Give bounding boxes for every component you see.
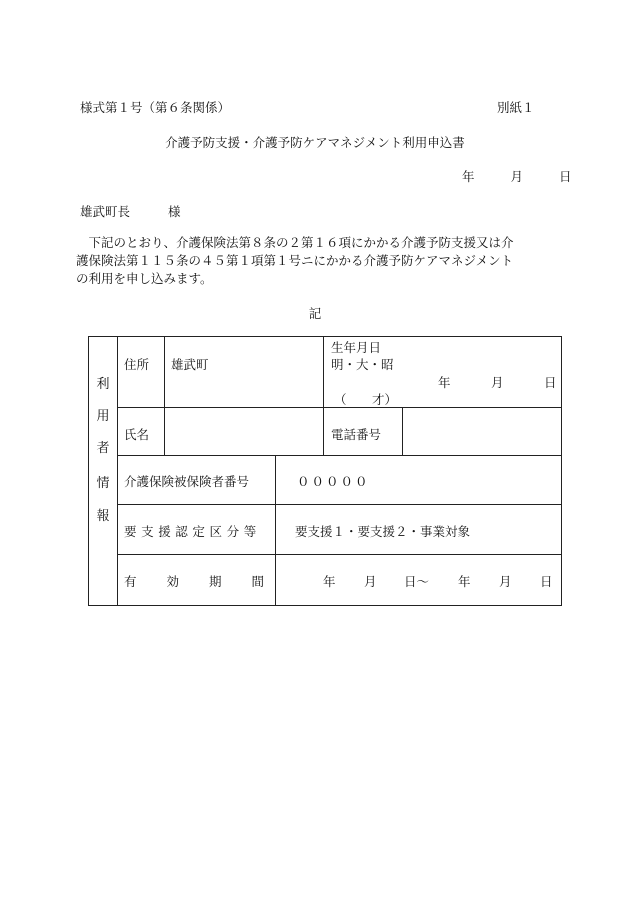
age-open: （ xyxy=(334,392,347,407)
ki-heading: 記 xyxy=(308,306,322,321)
side-label-char: 報 xyxy=(96,509,110,524)
addressee-honorific: 様 xyxy=(168,204,181,219)
side-label-char: 者 xyxy=(96,441,110,456)
validity-period-label: 有効期間 xyxy=(124,574,295,589)
address-label: 住所 xyxy=(124,357,150,372)
addressee xyxy=(80,202,181,220)
birth-year: 年 xyxy=(438,375,451,390)
insured-number-value[interactable]: ０００００ xyxy=(297,474,370,489)
divider xyxy=(402,407,403,455)
divider xyxy=(164,336,165,455)
certification-label: 要支援認定区分等 xyxy=(124,524,261,539)
phone-label: 電話番号 xyxy=(331,427,382,442)
side-label-char: 情 xyxy=(96,476,110,491)
age-close: 才） xyxy=(372,392,398,407)
attachment-label: 別紙１ xyxy=(497,100,535,115)
validity-year-end: 年 xyxy=(458,574,471,589)
divider xyxy=(117,504,561,505)
divider xyxy=(117,554,561,555)
divider xyxy=(117,455,561,456)
body-line: 下記のとおり、介護保険法第８条の２第１６項にかかる介護予防支援又は介 xyxy=(76,235,514,250)
era-options[interactable]: 明・大・昭 xyxy=(331,357,394,372)
validity-year-start: 年 xyxy=(323,574,336,589)
name-label: 氏名 xyxy=(124,427,150,442)
certification-options[interactable]: 要支援１・要支援２・事業対象 xyxy=(295,524,471,539)
divider xyxy=(117,336,118,605)
birth-day: 日 xyxy=(544,375,557,390)
birthdate-label: 生年月日 xyxy=(331,340,382,355)
body-line: 護保険法第１１５条の４５第１項第１号ニにかかる介護予防ケアマネジメント xyxy=(76,253,514,268)
divider xyxy=(323,336,324,455)
body-line: の利用を申し込みます。 xyxy=(76,271,213,286)
form-number: 様式第１号（第６条関係） xyxy=(80,100,231,115)
side-label-char: 利 xyxy=(96,377,110,392)
body-text xyxy=(76,234,558,288)
birth-month: 月 xyxy=(491,375,504,390)
date-year: 年 xyxy=(462,169,475,184)
validity-month-start: 月 xyxy=(364,574,377,589)
validity-day-end: 日 xyxy=(540,574,553,589)
address-value[interactable]: 雄武町 xyxy=(171,357,209,372)
date-line xyxy=(462,167,571,185)
side-label-char: 用 xyxy=(96,409,110,424)
insured-number-label: 介護保険被保険者番号 xyxy=(124,474,250,489)
date-month: 月 xyxy=(510,169,523,184)
date-day: 日 xyxy=(558,169,572,184)
document-title: 介護予防支援・介護予防ケアマネジメント利用申込書 xyxy=(165,135,465,150)
validity-day-start: 日〜 xyxy=(404,574,430,589)
addressee-name: 雄武町長 xyxy=(80,204,131,219)
validity-month-end: 月 xyxy=(499,574,512,589)
